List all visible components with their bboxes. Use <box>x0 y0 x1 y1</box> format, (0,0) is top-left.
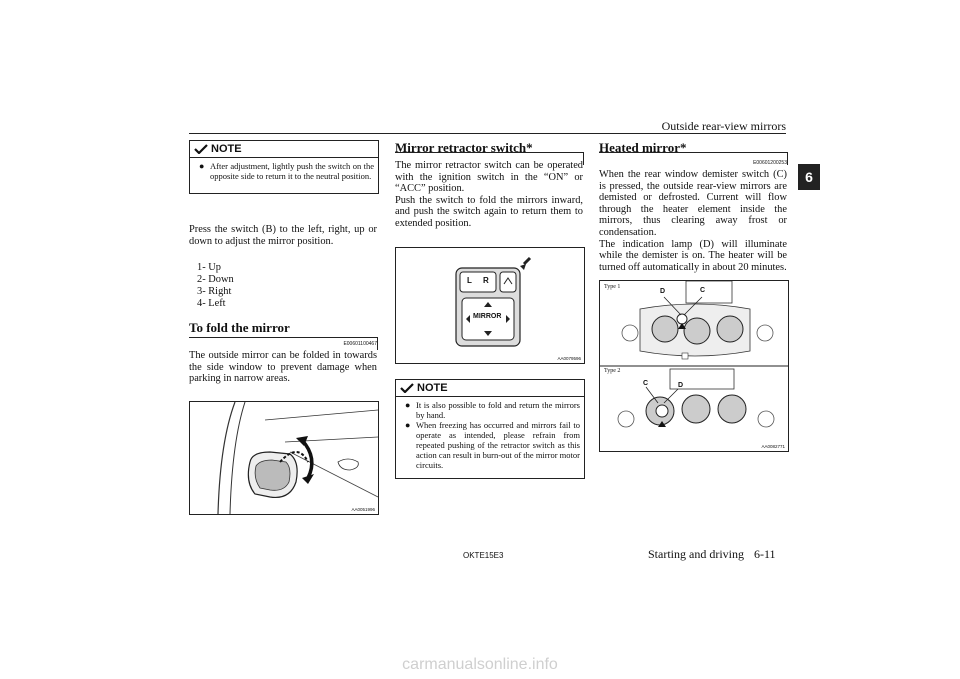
direction-list <box>197 262 317 310</box>
fold-section-heading <box>189 320 377 336</box>
note-body <box>396 397 584 474</box>
watermark: carmanualsonline.info <box>402 656 558 673</box>
note-header <box>190 141 378 158</box>
fold-text: The outside mirror can be folded in towards the side window to prevent damage when parking in narrow areas. <box>189 350 377 385</box>
type2-label: Type 2 <box>604 368 621 374</box>
note-item <box>194 161 374 181</box>
retractor-text: The mirror retractor switch can be operated with the ignition switch in the “ON” or “ACC” position. Push the switch to fold the mirrors inward, and push the switch again to return them to extended position. <box>395 160 583 229</box>
folding-mirror-illustration <box>190 402 378 514</box>
note-text: After adjustment, lightly push the switch on the opposite side to return it to the neutral position. <box>210 161 374 181</box>
heated-text: When the rear window demister switch (C) is pressed, the outside rear-view mirrors are demisted or defrosted. Current will flow through the heater element inside the mirrors, thus clearing away frost or condensation. The indication lamp (D) will illuminate while the demister is on. The heater will be turned off automatically in about 20 minutes. <box>599 169 787 273</box>
section-title-fold: To fold the mirror <box>189 320 290 335</box>
section-title-heated: Heated mirror* <box>599 140 687 155</box>
header-rule <box>189 133 786 134</box>
page-number: 6-11 <box>754 547 776 561</box>
note-box-middle <box>395 379 585 479</box>
note-label: NOTE <box>211 143 242 155</box>
note-header <box>396 380 584 397</box>
section-code: E00601100467 <box>343 341 377 347</box>
type1-label: Type 1 <box>604 284 621 290</box>
chapter-tab[interactable]: 6 <box>798 164 820 190</box>
footer-code: OKTE15E3 <box>463 551 504 560</box>
direction-item-down: 2- Down <box>197 274 234 285</box>
label-c-type1: C <box>700 287 706 294</box>
label-c-type2: C <box>643 380 649 387</box>
note-text: It is also possible to fold and return the mirrors by hand. <box>416 400 580 420</box>
note-label: NOTE <box>417 382 448 394</box>
fold-mirror-figure <box>189 401 379 515</box>
adjust-instructions: Press the switch (B) to the left, right, up or down to adjust the mirror position. <box>189 224 377 247</box>
section-title-retractor: Mirror retractor switch* <box>395 140 533 155</box>
running-header: Outside rear-view mirrors <box>661 119 786 133</box>
footer-section: Starting and driving <box>648 547 744 561</box>
figure-code: AA0051996 <box>351 507 375 512</box>
note-check-icon <box>400 383 414 393</box>
retractor-switch-figure <box>395 247 585 364</box>
label-d-type2: D <box>678 382 684 389</box>
mirror-switch-illustration <box>396 248 584 363</box>
direction-item-right: 3- Right <box>197 286 232 297</box>
switch-label-mirror: MIRROR <box>473 313 502 320</box>
note-item <box>400 400 580 420</box>
direction-item-left: 4- Left <box>197 298 226 309</box>
note-item <box>400 420 580 470</box>
bullet-icon: ● <box>405 400 411 410</box>
note-body <box>190 158 378 185</box>
bullet-icon: ● <box>199 161 205 171</box>
figure-code: AA0079596 <box>557 356 581 361</box>
heated-mirror-figure <box>599 280 789 452</box>
note-text: When freezing has occurred and mirrors fail to operate as intended, please refrain from repeated pushing of the retractor switch as this action can result in burn-out of the mirror motor circuits. <box>416 420 580 470</box>
label-d-type1: D <box>660 288 666 295</box>
note-check-icon <box>194 144 208 154</box>
dashboard-demister-illustration <box>600 281 788 451</box>
section-code: E00601200253 <box>753 160 787 166</box>
direction-item-up: 1- Up <box>197 262 221 273</box>
switch-label-right: R <box>483 276 489 285</box>
switch-label-left: L <box>467 276 472 285</box>
bullet-icon: ● <box>405 420 411 430</box>
note-box-left <box>189 140 379 194</box>
figure-code: AA0082771 <box>761 444 785 449</box>
